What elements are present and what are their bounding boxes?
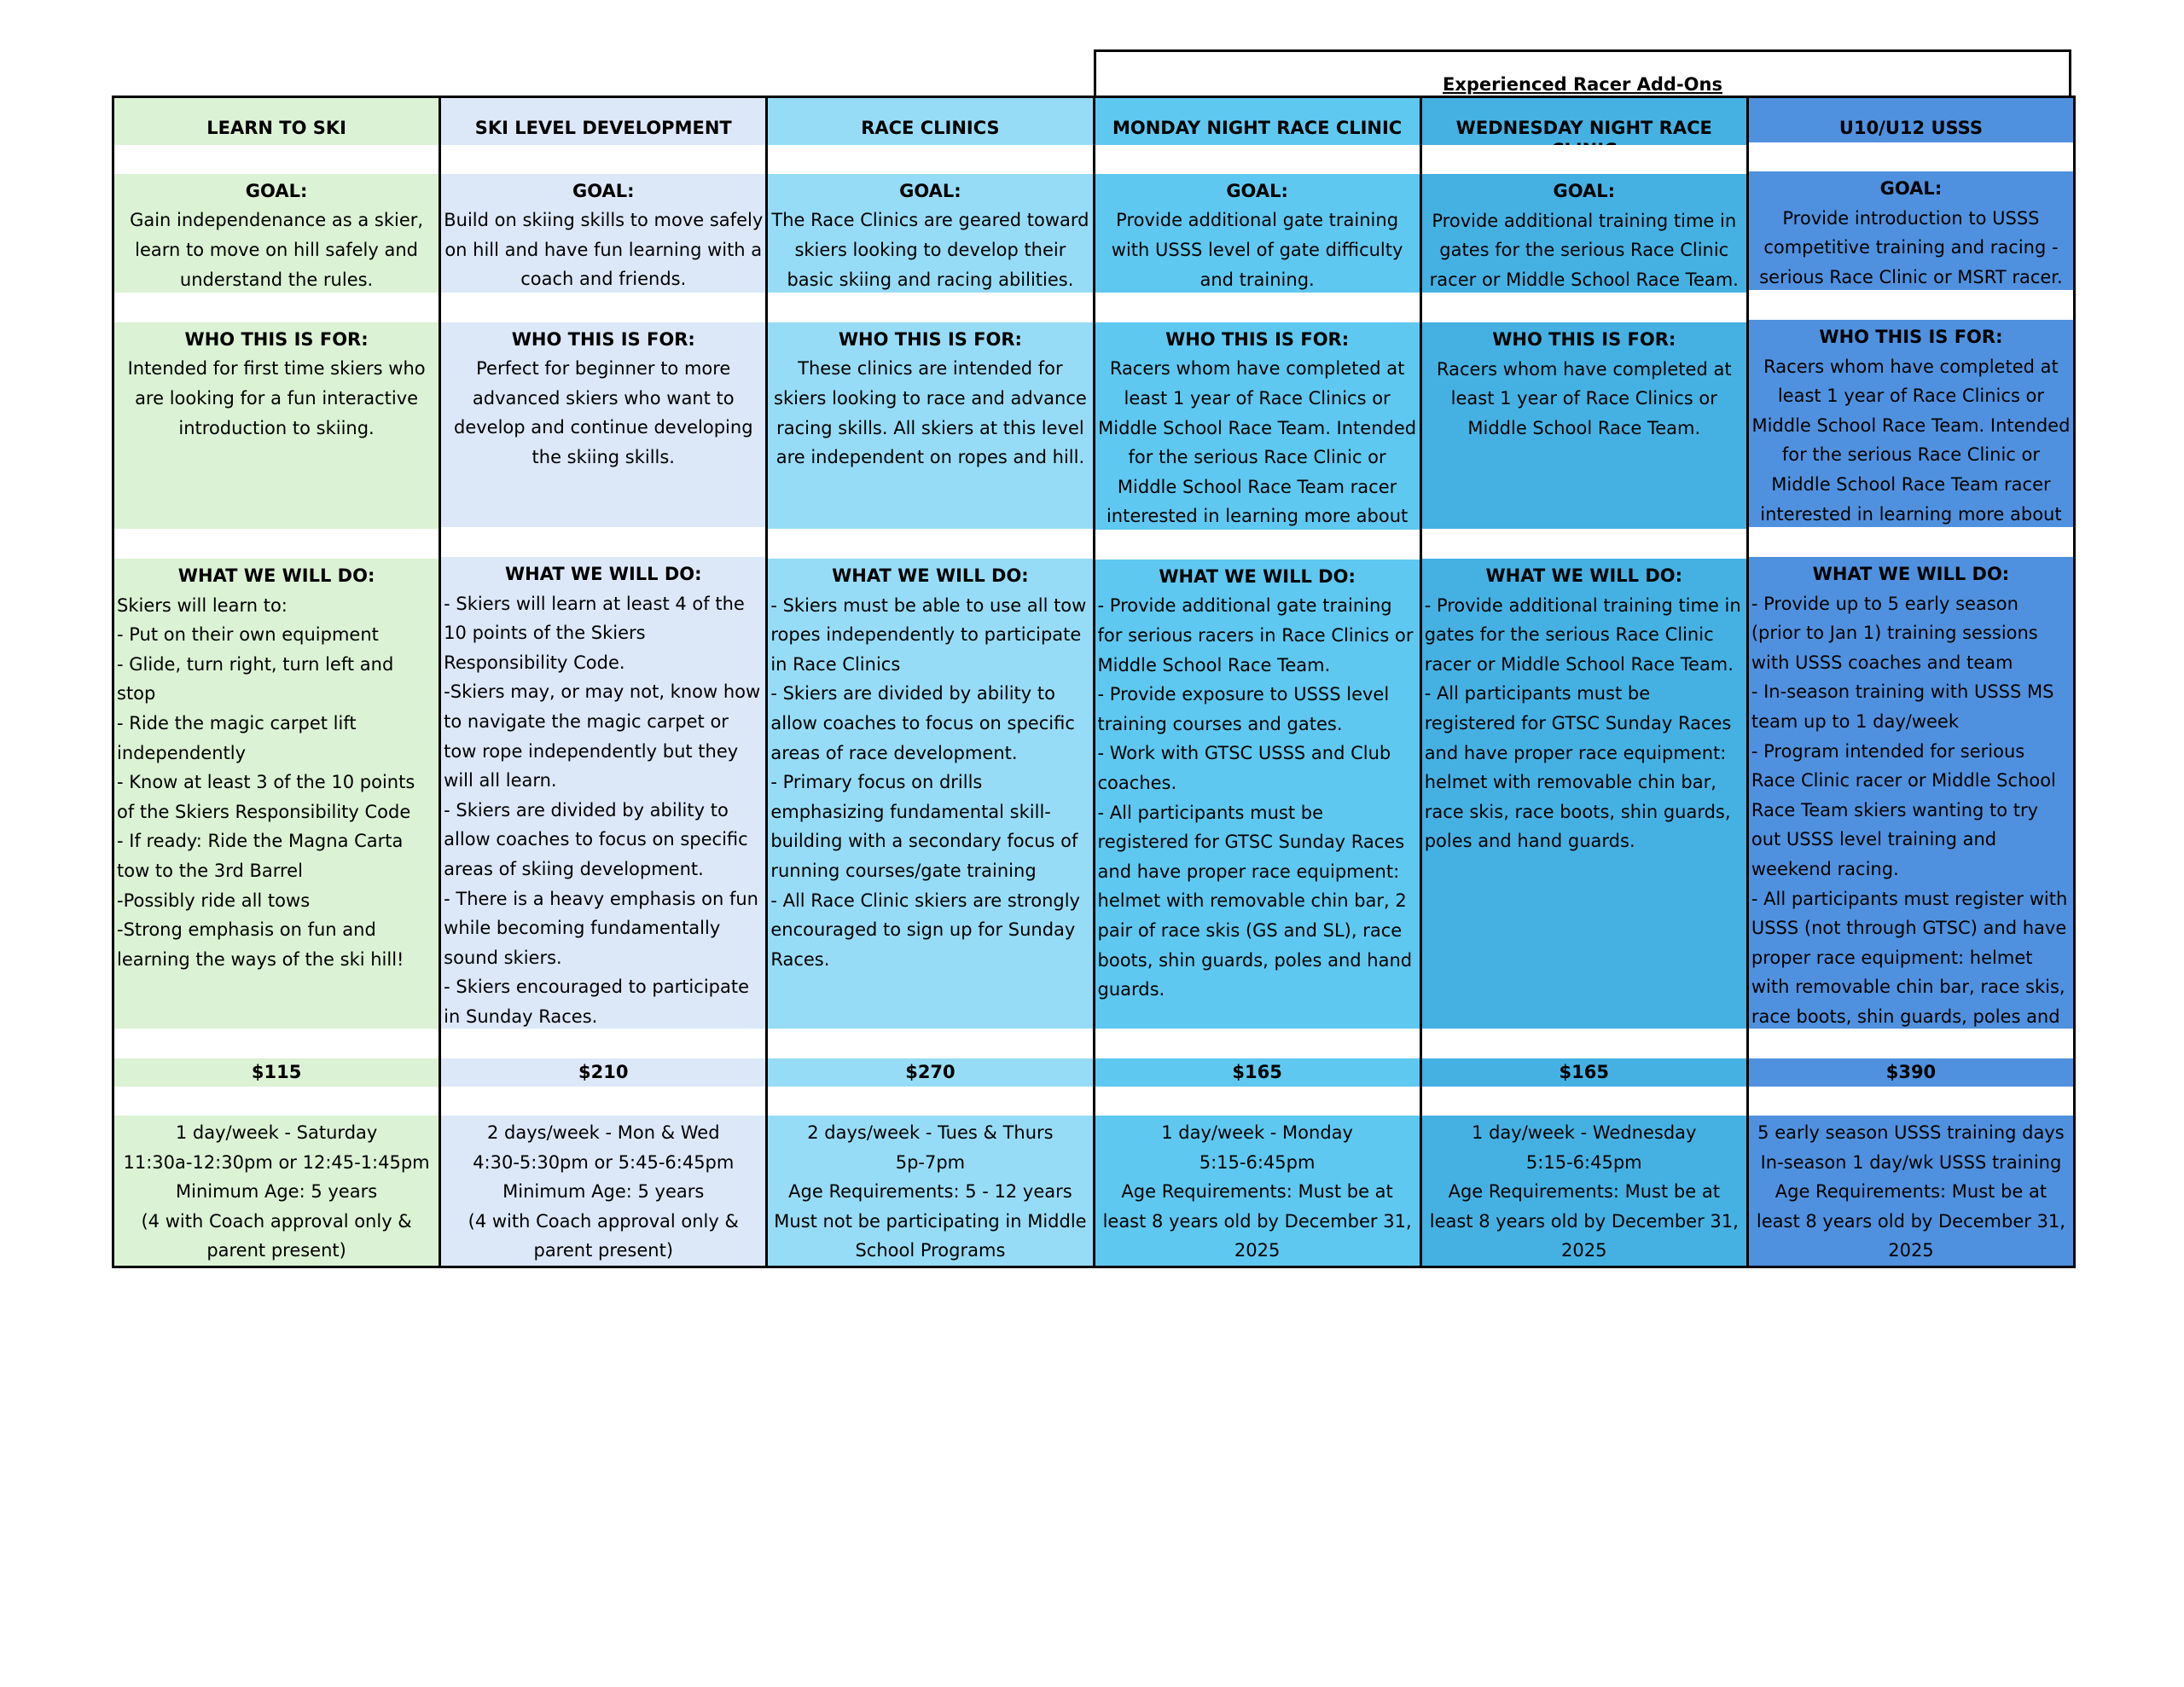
- what-we-will-do-cell: [1422, 559, 1746, 1029]
- what-we-will-do-item: - Skiers are divided by ability to allow coaches to focus on specific areas of race development.: [770, 683, 1075, 763]
- schedule-line: Age Requirements: Must be at least 8 years old by December 31, 2025: [1756, 1181, 2065, 1261]
- what-we-will-do-item: - Primary focus on drills emphasizing fundamental skill-building with a secondary focus of running courses/gate training: [770, 772, 1078, 881]
- who-this-is-for-label: WHO THIS IS FOR:: [511, 328, 695, 350]
- what-we-will-do-item: -Strong emphasis on fun and learning the ways of the ski hill!: [117, 919, 404, 970]
- who-this-is-for-text: Perfect for beginner to more advanced skiers who want to develop and continue developing the skiing skills.: [453, 358, 753, 468]
- what-we-will-do-item: - All participants must be registered for GTSC Sunday Races and have proper race equipment: helmet with removable chin bar, 2 pair of race skis (GS and SL), race boots, shin guards, poles and hand guards.: [1097, 802, 1413, 1000]
- row-spacer: [114, 529, 439, 559]
- row-spacer: [114, 1087, 439, 1116]
- what-we-will-do-item: - Skiers must be able to use all tow ropes independently to participate in Race Clinics: [770, 594, 1087, 675]
- schedule-cell: [1749, 1116, 2073, 1266]
- schedule-line: 5p-7pm: [895, 1151, 966, 1173]
- who-this-is-for-cell: [1095, 322, 1420, 530]
- schedule-line: Age Requirements: Must be at least 8 years old by December 31, 2025: [1429, 1181, 1739, 1261]
- goal-cell: [768, 174, 1092, 293]
- price: $270: [768, 1058, 1092, 1087]
- schedule-cell: [768, 1116, 1092, 1266]
- what-we-will-do-item: - Provide additional gate training for serious racers in Race Clinics or Middle School Race Team.: [1097, 595, 1414, 675]
- program-table: [112, 96, 2076, 1268]
- goal-label: GOAL:: [1553, 181, 1616, 201]
- goal-text: Provide additional gate training with USSS level of gate difficulty and training.: [1111, 210, 1403, 290]
- schedule-cell: [1422, 1116, 1746, 1266]
- program-title: RACE CLINICS: [768, 98, 1092, 145]
- who-this-is-for-cell: [768, 322, 1092, 529]
- schedule-line: 2 days/week - Mon & Wed: [486, 1122, 720, 1144]
- row-spacer: [441, 527, 765, 557]
- schedule-line: In-season 1 day/wk USSS training: [1760, 1151, 2062, 1173]
- schedule-line: 1 day/week - Saturday: [175, 1122, 378, 1144]
- who-this-is-for-label: WHO THIS IS FOR:: [838, 328, 1022, 350]
- what-we-will-do-item: - Program intended for serious Race Clinic racer or Middle School Race Team skiers wanting to try out USSS level training and weekend racing.: [1751, 740, 2056, 879]
- who-this-is-for-text: Racers whom have completed at least 1 year of Race Clinics or Middle School Race Team. Intended for the serious Race Clinic or Middle School Race Team racer interested in learning more about: [1098, 358, 1417, 527]
- what-we-will-do-label: WHAT WE WILL DO:: [1485, 565, 1683, 587]
- what-we-will-do-cell: [1095, 559, 1420, 1029]
- row-spacer: [441, 1087, 765, 1116]
- schedule-line: 5 early season USSS training days: [1757, 1122, 2065, 1144]
- schedule-line: 2 days/week - Tues & Thurs: [807, 1122, 1054, 1144]
- what-we-will-do-item: - Skiers will learn at least 4 of the 10 points of the Skiers Responsibility Code.: [444, 593, 745, 673]
- row-spacer: [1095, 530, 1420, 559]
- what-we-will-do-label: WHAT WE WILL DO:: [504, 564, 702, 585]
- program-column-monday-night-race-clinic: [1095, 98, 1422, 1266]
- what-we-will-do-item: - Work with GTSC USSS and Club coaches.: [1097, 743, 1391, 793]
- who-this-is-for-cell: [114, 322, 439, 529]
- row-spacer: [1749, 1087, 2073, 1116]
- what-we-will-do-item: - Glide, turn right, turn left and stop: [117, 653, 394, 704]
- what-we-will-do-item: - Provide additional training time in gates for the serious Race Clinic racer or Middle School Race Team.: [1424, 594, 1741, 675]
- goal-label: GOAL:: [899, 180, 961, 201]
- price: $165: [1095, 1058, 1420, 1087]
- schedule-line: 5:15-6:45pm: [1525, 1151, 1642, 1173]
- who-this-is-for-label: WHO THIS IS FOR:: [1819, 327, 2003, 348]
- what-we-will-do-label: WHAT WE WILL DO:: [177, 565, 375, 587]
- what-we-will-do-item: - If ready: Ride the Magna Carta tow to the 3rd Barrel: [117, 831, 404, 881]
- who-this-is-for-cell: [1749, 320, 2073, 527]
- what-we-will-do-label: WHAT WE WILL DO:: [1812, 564, 2010, 585]
- what-we-will-do-label: WHAT WE WILL DO:: [832, 565, 1029, 587]
- row-spacer: [1095, 1029, 1420, 1058]
- what-we-will-do-item: - Skiers encouraged to participate in Sunday Races.: [444, 977, 750, 1027]
- schedule-line: Age Requirements: 5 - 12 years: [788, 1181, 1072, 1203]
- what-we-will-do-item: - Skiers are divided by ability to allow coaches to focus on specific areas of skiing development.: [444, 799, 748, 879]
- row-spacer: [1749, 527, 2073, 557]
- goal-text: Build on skiing skills to move safely on hill and have fun learning with a coach and friends.: [444, 210, 764, 290]
- schedule-line: (4 with Coach approval only & parent present): [141, 1210, 412, 1261]
- goal-label: GOAL:: [1879, 178, 1943, 200]
- schedule-line: 1 day/week - Wednesday: [1472, 1122, 1697, 1144]
- program-title: WEDNESDAY NIGHT RACE: [1422, 98, 1746, 145]
- program-title: SKI LEVEL DEVELOPMENT: [441, 98, 765, 145]
- row-spacer: [768, 1087, 1092, 1116]
- row-spacer: [1422, 1029, 1746, 1058]
- program-column-ski-level-development: [441, 98, 768, 1266]
- row-spacer: [1749, 290, 2073, 320]
- program-title: LEARN TO SKI: [114, 98, 439, 145]
- what-we-will-do-cell: [1749, 557, 2073, 1029]
- who-this-is-for-cell: [441, 322, 765, 527]
- what-we-will-do-item: - Provide exposure to USSS level training courses and gates.: [1097, 684, 1390, 734]
- program-title: U10/U12 USSS: [1749, 98, 2073, 142]
- row-spacer: [114, 293, 439, 322]
- what-we-will-do-item: Skiers will learn to:: [117, 594, 288, 616]
- row-spacer: [768, 145, 1092, 174]
- who-this-is-for-label: WHO THIS IS FOR:: [1492, 329, 1676, 350]
- schedule-line: (4 with Coach approval only & parent present): [468, 1210, 739, 1261]
- what-we-will-do-item: - All participants must register with USSS (not through GTSC) and have proper race equipment: helmet with removable chin bar, race skis, race boots, shin guards, poles and: [1751, 888, 2068, 1027]
- row-spacer: [1422, 1087, 1746, 1116]
- schedule-line: Age Requirements: Must be at least 8 years old by December 31, 2025: [1102, 1181, 1412, 1261]
- row-spacer: [1749, 142, 2073, 171]
- who-this-is-for-text: Racers whom have completed at least 1 year of Race Clinics or Middle School Race Team. Intended for the serious Race Clinic or Middle School Race Team racer interested in learning more about: [1751, 356, 2071, 525]
- experienced-racer-addons-header: Experienced Racer Add-Ons: [1094, 49, 2071, 96]
- who-this-is-for-cell: [1422, 322, 1746, 529]
- price: $210: [441, 1058, 765, 1087]
- what-we-will-do-item: - Provide up to 5 early season (prior to Jan 1) training sessions with USSS coaches and team: [1751, 593, 2038, 673]
- goal-text: Provide introduction to USSS competitive training and racing - serious Race Clinic or MSRT racer.: [1759, 207, 2063, 287]
- goal-text: The Race Clinics are geared toward skiers looking to develop their basic skiing and racing abilities.: [771, 210, 1089, 290]
- what-we-will-do-item: -Possibly ride all tows: [117, 890, 311, 911]
- who-this-is-for-label: WHO THIS IS FOR:: [184, 328, 369, 350]
- row-spacer: [1422, 293, 1746, 322]
- schedule-line: 11:30a-12:30pm or 12:45-1:45pm: [123, 1151, 430, 1173]
- goal-label: GOAL:: [245, 180, 308, 201]
- row-spacer: [114, 145, 439, 174]
- schedule-cell: [1095, 1116, 1420, 1266]
- price: $390: [1749, 1058, 2073, 1087]
- program-title: MONDAY NIGHT RACE CLINIC: [1095, 98, 1420, 145]
- price: $115: [114, 1058, 439, 1087]
- goal-cell: [1095, 174, 1420, 293]
- program-column-learn-to-ski: [114, 98, 441, 1266]
- what-we-will-do-item: - All participants must be registered for GTSC Sunday Races and have proper race equipment: helmet with removable chin bar, race skis, race boots, shin guards, poles and hand guards.: [1424, 683, 1732, 852]
- what-we-will-do-label: WHAT WE WILL DO:: [1159, 565, 1356, 587]
- schedule-line: 5:15-6:45pm: [1199, 1151, 1316, 1173]
- who-this-is-for-label: WHO THIS IS FOR:: [1165, 328, 1350, 350]
- what-we-will-do-item: - Ride the magic carpet lift independently: [117, 712, 357, 763]
- row-spacer: [1749, 1029, 2073, 1058]
- row-spacer: [1422, 529, 1746, 559]
- row-spacer: [768, 1029, 1092, 1058]
- row-spacer: [768, 529, 1092, 559]
- goal-cell: [1422, 174, 1746, 293]
- goal-cell: [441, 174, 765, 293]
- program-column-race-clinics: [768, 98, 1095, 1266]
- row-spacer: [1422, 145, 1746, 174]
- goal-cell: [114, 174, 439, 293]
- schedule-line: 4:30-5:30pm or 5:45-6:45pm: [473, 1151, 735, 1173]
- what-we-will-do-item: - In-season training with USSS MS team up to 1 day/week: [1751, 681, 2054, 732]
- row-spacer: [1095, 145, 1420, 174]
- what-we-will-do-cell: [768, 559, 1092, 1029]
- who-this-is-for-text: Racers whom have completed at least 1 year of Race Clinics or Middle School Race Team.: [1436, 358, 1732, 438]
- row-spacer: [768, 293, 1092, 322]
- what-we-will-do-cell: [441, 557, 765, 1029]
- program-column-wednesday-night-race-clinic: [1422, 98, 1749, 1266]
- who-this-is-for-text: These clinics are intended for skiers looking to race and advance racing skills. All skiers at this level are independent on ropes and hill.: [774, 358, 1087, 468]
- schedule-line: Minimum Age: 5 years: [502, 1181, 705, 1203]
- what-we-will-do-item: - Know at least 3 of the 10 points of the Skiers Responsibility Code: [117, 772, 415, 822]
- what-we-will-do-item: - There is a heavy emphasis on fun while becoming fundamentally sound skiers.: [444, 888, 758, 968]
- row-spacer: [441, 1029, 765, 1058]
- schedule-line: 1 day/week - Monday: [1161, 1122, 1353, 1144]
- row-spacer: [1095, 1087, 1420, 1116]
- row-spacer: [441, 145, 765, 174]
- what-we-will-do-item: -Skiers may, or may not, know how to navigate the magic carpet or tow rope independently but they will all learn.: [444, 681, 761, 791]
- price: $165: [1422, 1058, 1746, 1087]
- what-we-will-do-item: - All Race Clinic skiers are strongly encouraged to sign up for Sunday Races.: [770, 890, 1080, 970]
- goal-text: Gain independenance as a skier, learn to move on hill safely and understand the rules.: [130, 210, 424, 290]
- goal-label: GOAL:: [1226, 180, 1288, 201]
- row-spacer: [114, 1029, 439, 1058]
- row-spacer: [441, 293, 765, 322]
- who-this-is-for-text: Intended for first time skiers who are looking for a fun interactive introduction to skiing.: [127, 358, 426, 438]
- program-column-u10-u12-usss: [1749, 98, 2073, 1266]
- schedule-cell: [114, 1116, 439, 1266]
- what-we-will-do-cell: [114, 559, 439, 1029]
- schedule-line: Minimum Age: 5 years: [175, 1181, 378, 1203]
- schedule-cell: [441, 1116, 765, 1266]
- what-we-will-do-item: - Put on their own equipment: [117, 624, 379, 646]
- schedule-line: Must not be participating in Middle School Programs: [774, 1210, 1087, 1261]
- goal-text: Provide additional training time in gates for the serious Race Clinic racer or Middle School Race Team.: [1429, 210, 1739, 290]
- goal-label: GOAL:: [572, 180, 635, 201]
- goal-cell: [1749, 171, 2073, 290]
- row-spacer: [1095, 293, 1420, 322]
